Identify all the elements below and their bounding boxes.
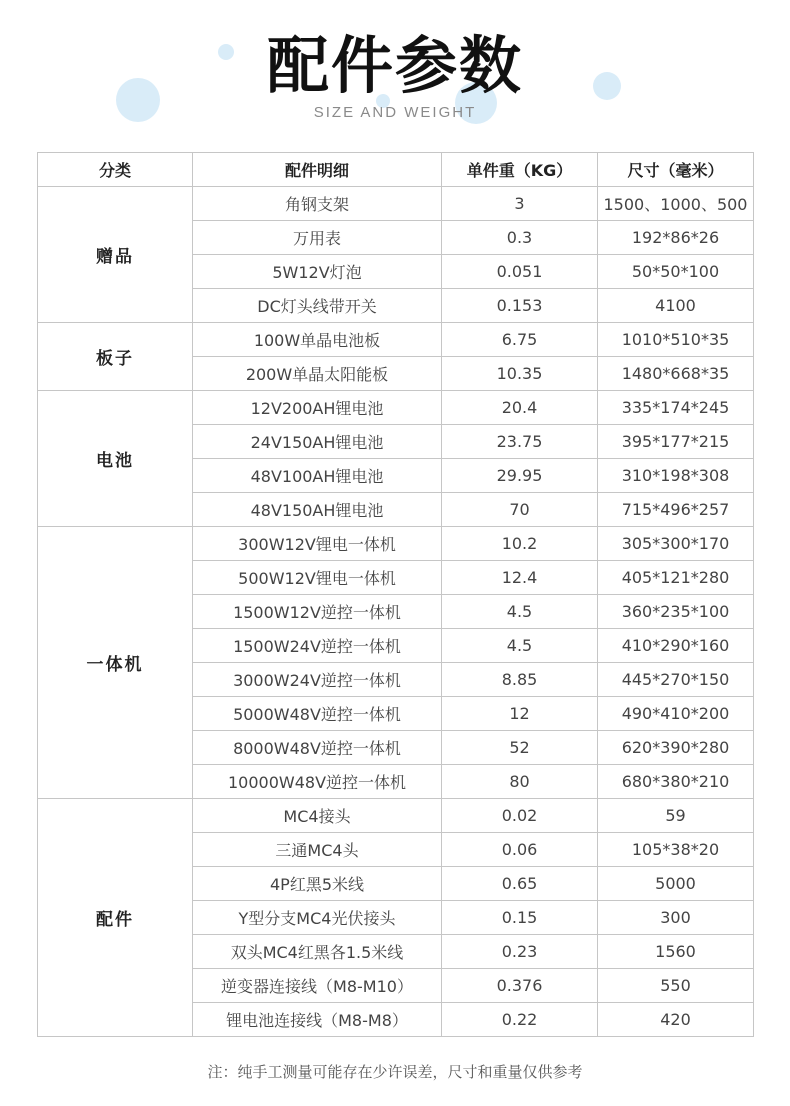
size-cell: 395*177*215	[598, 425, 754, 459]
weight-cell: 0.02	[442, 799, 598, 833]
weight-cell: 6.75	[442, 323, 598, 357]
weight-cell: 80	[442, 765, 598, 799]
weight-cell: 10.2	[442, 527, 598, 561]
size-cell: 4100	[598, 289, 754, 323]
weight-cell: 0.3	[442, 221, 598, 255]
table-body	[38, 187, 754, 1037]
category-cell: 电池	[38, 391, 193, 527]
item-cell: 10000W48V逆控一体机	[193, 765, 442, 799]
weight-cell: 10.35	[442, 357, 598, 391]
item-cell: 3000W24V逆控一体机	[193, 663, 442, 697]
category-cell: 配件	[38, 799, 193, 1037]
weight-cell: 29.95	[442, 459, 598, 493]
header-category: 分类	[38, 153, 193, 187]
item-cell: 48V150AH锂电池	[193, 493, 442, 527]
category-cell: 一体机	[38, 527, 193, 799]
size-cell: 445*270*150	[598, 663, 754, 697]
header-size: 尺寸（毫米）	[598, 153, 754, 187]
item-cell: 4P红黑5米线	[193, 867, 442, 901]
size-cell: 335*174*245	[598, 391, 754, 425]
weight-cell: 0.153	[442, 289, 598, 323]
weight-cell: 0.06	[442, 833, 598, 867]
table-row	[38, 527, 754, 561]
size-cell: 490*410*200	[598, 697, 754, 731]
size-cell: 360*235*100	[598, 595, 754, 629]
size-cell: 310*198*308	[598, 459, 754, 493]
item-cell: 万用表	[193, 221, 442, 255]
table-row	[38, 187, 754, 221]
item-cell: 锂电池连接线（M8-M8）	[193, 1003, 442, 1037]
size-cell: 300	[598, 901, 754, 935]
item-cell: 300W12V锂电一体机	[193, 527, 442, 561]
item-cell: 200W单晶太阳能板	[193, 357, 442, 391]
weight-cell: 0.051	[442, 255, 598, 289]
weight-cell: 52	[442, 731, 598, 765]
header-item: 配件明细	[193, 153, 442, 187]
item-cell: 逆变器连接线（M8-M10）	[193, 969, 442, 1003]
weight-cell: 8.85	[442, 663, 598, 697]
item-cell: 500W12V锂电一体机	[193, 561, 442, 595]
weight-cell: 0.65	[442, 867, 598, 901]
weight-cell: 0.23	[442, 935, 598, 969]
weight-cell: 12.4	[442, 561, 598, 595]
table-row	[38, 391, 754, 425]
size-cell: 305*300*170	[598, 527, 754, 561]
item-cell: 1500W12V逆控一体机	[193, 595, 442, 629]
item-cell: 角钢支架	[193, 187, 442, 221]
weight-cell: 3	[442, 187, 598, 221]
size-cell: 1500、1000、500	[598, 187, 754, 221]
weight-cell: 0.22	[442, 1003, 598, 1037]
table-row	[38, 799, 754, 833]
item-cell: 24V150AH锂电池	[193, 425, 442, 459]
weight-cell: 4.5	[442, 629, 598, 663]
item-cell: 8000W48V逆控一体机	[193, 731, 442, 765]
item-cell: 双头MC4红黑各1.5米线	[193, 935, 442, 969]
size-cell: 59	[598, 799, 754, 833]
size-cell: 680*380*210	[598, 765, 754, 799]
size-cell: 715*496*257	[598, 493, 754, 527]
size-cell: 405*121*280	[598, 561, 754, 595]
item-cell: 12V200AH锂电池	[193, 391, 442, 425]
size-cell: 192*86*26	[598, 221, 754, 255]
item-cell: MC4接头	[193, 799, 442, 833]
size-cell: 50*50*100	[598, 255, 754, 289]
item-cell: 5000W48V逆控一体机	[193, 697, 442, 731]
size-cell: 620*390*280	[598, 731, 754, 765]
page-subtitle: SIZE AND WEIGHT	[313, 104, 477, 121]
size-cell: 1010*510*35	[598, 323, 754, 357]
size-cell: 420	[598, 1003, 754, 1037]
weight-cell: 0.15	[442, 901, 598, 935]
weight-cell: 70	[442, 493, 598, 527]
weight-cell: 4.5	[442, 595, 598, 629]
item-cell: DC灯头线带开关	[193, 289, 442, 323]
item-cell: 5W12V灯泡	[193, 255, 442, 289]
item-cell: 三通MC4头	[193, 833, 442, 867]
footnote: 注：纯手工测量可能存在少许误差，尺寸和重量仅供参考	[207, 1063, 583, 1081]
page-title: 配件参数	[266, 29, 523, 102]
size-cell: 410*290*160	[598, 629, 754, 663]
item-cell: 1500W24V逆控一体机	[193, 629, 442, 663]
table-row	[38, 323, 754, 357]
size-cell: 5000	[598, 867, 754, 901]
spec-table	[37, 152, 754, 1037]
size-cell: 1560	[598, 935, 754, 969]
category-cell: 赠品	[38, 187, 193, 323]
size-cell: 550	[598, 969, 754, 1003]
weight-cell: 20.4	[442, 391, 598, 425]
table-header-row	[38, 153, 754, 187]
weight-cell: 23.75	[442, 425, 598, 459]
header-weight: 单件重（KG）	[442, 153, 598, 187]
weight-cell: 12	[442, 697, 598, 731]
item-cell: 48V100AH锂电池	[193, 459, 442, 493]
weight-cell: 0.376	[442, 969, 598, 1003]
size-cell: 105*38*20	[598, 833, 754, 867]
item-cell: Y型分支MC4光伏接头	[193, 901, 442, 935]
size-cell: 1480*668*35	[598, 357, 754, 391]
category-cell: 板子	[38, 323, 193, 391]
item-cell: 100W单晶电池板	[193, 323, 442, 357]
